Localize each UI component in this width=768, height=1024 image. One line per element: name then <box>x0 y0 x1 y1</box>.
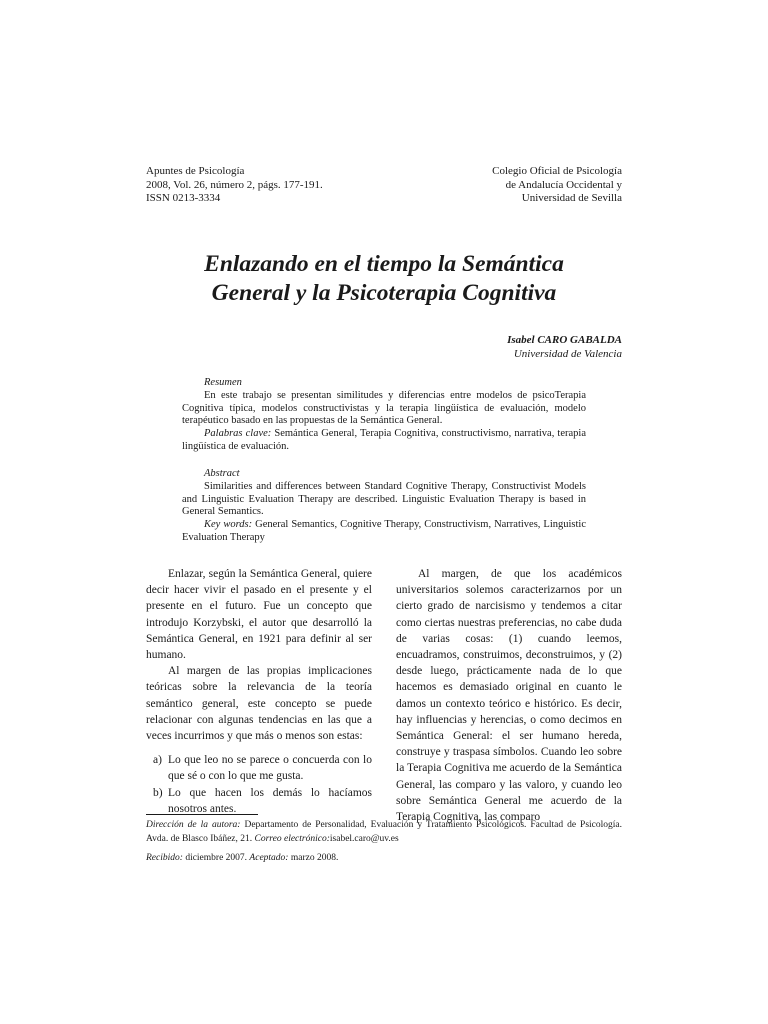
body-paragraph-3: Al margen, de que los académicos universitarios solemos caracterizarnos por un cierto grado de narcisismo y tendemos a citar como ciertas nuestras preferencias, no cabe duda de varias cosas: (1) cuando leemos, encuadramos, construimos, deconstruimos, y (2) desde luego, prácticamente nada de lo que hacemos es demasiado original en cuanto le damos un contexto teórico e histórico. Es decir, hay influencias y herencias, o como decimos en Semántica General: el ser humano hereda, construye y traspasa símbolos. Cuando leo sobre la Terapia Cognitiva me acuerdo de la Semántica General, las comparo y las valoro, y cuando leo sobre Semántica General me acuerdo de la Terapia Cognitiva, las comparo <box>396 568 622 824</box>
abstract-block <box>182 468 586 545</box>
publisher-header <box>492 165 622 206</box>
author-address-footnote <box>146 819 622 846</box>
author-affiliation: Universidad de Valencia <box>513 348 622 360</box>
email-text: isabel.caro@uv.es <box>329 833 399 844</box>
list-item <box>146 785 372 817</box>
email-label: Correo electrónico: <box>254 833 330 844</box>
list-marker: b) <box>153 786 163 799</box>
list-marker: a) <box>153 754 162 767</box>
abstract-text: Similarities and differences between Standard Cognitive Therapy, Constructivist Models and Linguistic Evaluation Therapy are described. Linguistic Evaluation Therapy is based in General Semantics. <box>182 480 586 518</box>
body-column-right <box>396 566 622 825</box>
list-item-text: Lo que leo no se parece o concuerda con lo que sé o con lo que me gusta. <box>168 754 372 783</box>
accepted-date: marzo 2008. <box>290 853 339 863</box>
resumen-keywords-text: Semántica General, Terapia Cognitiva, constructivismo, narrativa, terapia lingüística de evaluación. <box>182 428 586 452</box>
author-name: Isabel CARO GABALDA <box>507 334 622 346</box>
abstract-keywords-text: General Semantics, Cognitive Therapy, Constructivism, Narratives, Linguistic Evaluation Therapy <box>182 519 586 543</box>
accepted-label: Aceptado: <box>249 853 289 863</box>
publisher-line-3: Universidad de Sevilla <box>521 192 622 204</box>
resumen-heading: Resumen <box>204 377 242 388</box>
resumen-keywords-label: Palabras clave: <box>204 428 272 440</box>
body-column-left <box>146 566 372 817</box>
publisher-line-2: de Andalucía Occidental y <box>505 178 622 191</box>
journal-volume: 2008, Vol. 26, número 2, págs. 177-191. <box>146 178 323 191</box>
abstract-heading: Abstract <box>204 468 240 479</box>
list-item-text: Lo que hacen los demás lo hacíamos nosotros antes. <box>168 786 372 815</box>
resumen-block <box>182 377 586 454</box>
body-list <box>146 752 372 817</box>
body-paragraph-2: Al margen de las propias implicaciones teóricas sobre la relevancia de la teoría semántico general, este concepto se puede relacionar con algunas tendencias en las que a veces incurrimos y que más o menos son estas: <box>146 665 372 743</box>
publisher-line-1: Colegio Oficial de Psicología <box>492 165 622 177</box>
footnote-rule <box>146 814 258 815</box>
journal-issn: ISSN 0213-3334 <box>146 192 221 204</box>
article-title <box>146 250 622 308</box>
list-item <box>146 752 372 784</box>
resumen-text: En este trabajo se presentan similitudes y diferencias entre modelos de psicoTerapia Cognitiva típica, modelos constructivistas y la terapia lingüística de evaluación, modelo terapéutico basado en las propuestas de la Semántica General. <box>182 389 586 427</box>
journal-header <box>146 165 323 206</box>
body-paragraph-1: Enlazar, según la Semántica General, quiere decir hacer vivir el pasado en el presente y el presente en el futuro. Fue un concepto que introdujo Korzybski, el autor que desarrolló la Semántica General, en 1921 para definir al ser humano. <box>146 568 372 662</box>
title-line-1: Enlazando en el tiempo la Semántica <box>204 251 564 277</box>
address-text: Departamento de Personalidad, Evaluación y Tratamiento Psicológicos. Facultad de Psicología. Avda. de Blasco Ibáñez, 21. <box>146 820 622 844</box>
abstract-keywords-label: Key words: <box>204 519 253 531</box>
abstract-keywords <box>182 519 586 545</box>
received-date: diciembre 2007. <box>185 853 248 863</box>
received-label: Recibido: <box>146 853 183 863</box>
title-line-2: General y la Psicoterapia Cognitiva <box>211 280 557 306</box>
resumen-keywords <box>182 428 586 454</box>
author-block <box>507 333 622 361</box>
journal-name: Apuntes de Psicología <box>146 165 245 177</box>
dates-footnote <box>146 852 622 866</box>
address-label: Dirección de la autora: <box>146 820 241 830</box>
